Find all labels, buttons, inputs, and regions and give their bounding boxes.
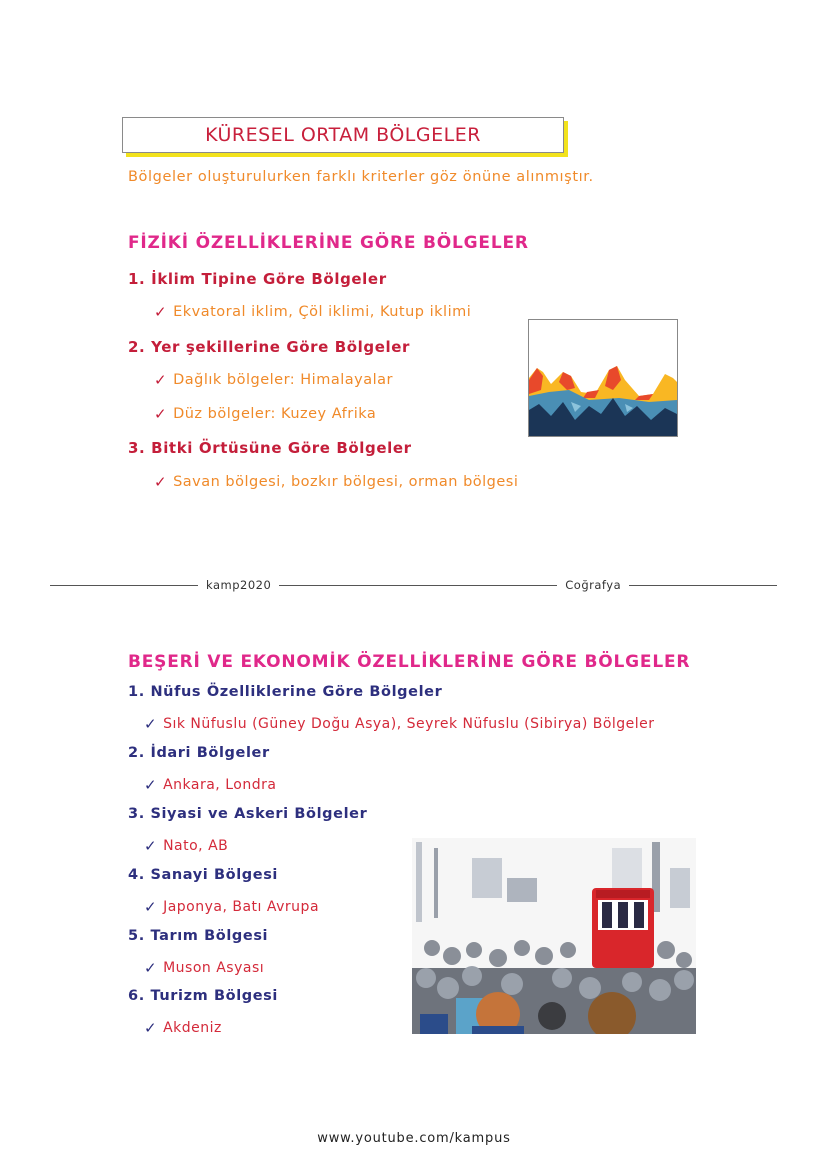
bullet-text: Sık Nüfuslu (Güney Doğu Asya), Seyrek Nüfuslu (Sibirya) Bölgeler (163, 716, 655, 732)
bullet-text: Dağlık bölgeler: Himalayalar (173, 372, 393, 388)
bullet-climate (154, 303, 471, 321)
subheading-landforms: 2. Yer şekillerine Göre Bölgeler (128, 338, 411, 356)
check-icon: ✓ (154, 371, 168, 389)
bullet-plains (154, 405, 376, 423)
bullet-agriculture (144, 959, 264, 977)
subheading-administrative: 2. İdari Bölgeler (128, 745, 270, 761)
subheading-tourism: 6. Turizm Bölgesi (128, 988, 278, 1004)
page-divider (50, 578, 777, 592)
intro-text: Bölgeler oluşturulurken farklı kriterler göz önüne alınmıştır. (128, 169, 594, 185)
bullet-mountains (154, 371, 393, 389)
page-title: KÜRESEL ORTAM BÖLGELER (205, 124, 481, 146)
bullet-administrative (144, 776, 276, 794)
section-heading-human: BEŞERİ VE EKONOMİK ÖZELLİKLERİNE GÖRE BÖLGELER (128, 652, 691, 672)
check-icon: ✓ (144, 715, 158, 733)
check-icon: ✓ (154, 473, 168, 491)
bullet-text: Düz bölgeler: Kuzey Afrika (173, 406, 377, 422)
check-icon: ✓ (144, 1019, 158, 1037)
bullet-text: Akdeniz (163, 1020, 222, 1036)
check-icon: ✓ (154, 405, 168, 423)
bullet-text: Japonya, Batı Avrupa (163, 899, 320, 915)
subheading-population: 1. Nüfus Özelliklerine Göre Bölgeler (128, 684, 443, 700)
bullet-text: Nato, AB (163, 838, 229, 854)
section-heading-physical: FİZİKİ ÖZELLİKLERİNE GÖRE BÖLGELER (128, 233, 529, 253)
check-icon: ✓ (144, 837, 158, 855)
check-icon: ✓ (144, 898, 158, 916)
check-icon: ✓ (154, 303, 168, 321)
check-icon: ✓ (144, 959, 158, 977)
subheading-political: 3. Siyasi ve Askeri Bölgeler (128, 806, 368, 822)
bullet-political (144, 837, 228, 855)
crowd-tram-illustration (412, 838, 696, 1034)
divider-line (279, 585, 557, 586)
bullet-text: Savan bölgesi, bozkır bölgesi, orman bölgesi (173, 474, 519, 490)
subheading-industry: 4. Sanayi Bölgesi (128, 867, 279, 883)
divider-label-right: Coğrafya (565, 578, 622, 592)
subheading-vegetation: 3. Bitki Örtüsüne Göre Bölgeler (128, 439, 412, 457)
bullet-vegetation (154, 473, 518, 491)
divider-line (50, 585, 198, 586)
bullet-industry (144, 898, 319, 916)
footer-website: www.youtube.com/kampus (317, 1131, 511, 1146)
divider-line (629, 585, 777, 586)
bullet-text: Ekvatoral iklim, Çöl iklimi, Kutup iklimi (173, 304, 472, 320)
bullet-population (144, 715, 655, 733)
bullet-text: Muson Asyası (163, 960, 265, 976)
bullet-tourism (144, 1019, 222, 1037)
mountain-illustration (528, 319, 678, 437)
bullet-text: Ankara, Londra (163, 777, 277, 793)
divider-label-left: kamp2020 (206, 578, 272, 592)
page-title-box (122, 117, 564, 153)
subheading-climate: 1. İklim Tipine Göre Bölgeler (128, 270, 387, 288)
subheading-agriculture: 5. Tarım Bölgesi (128, 928, 269, 944)
check-icon: ✓ (144, 776, 158, 794)
